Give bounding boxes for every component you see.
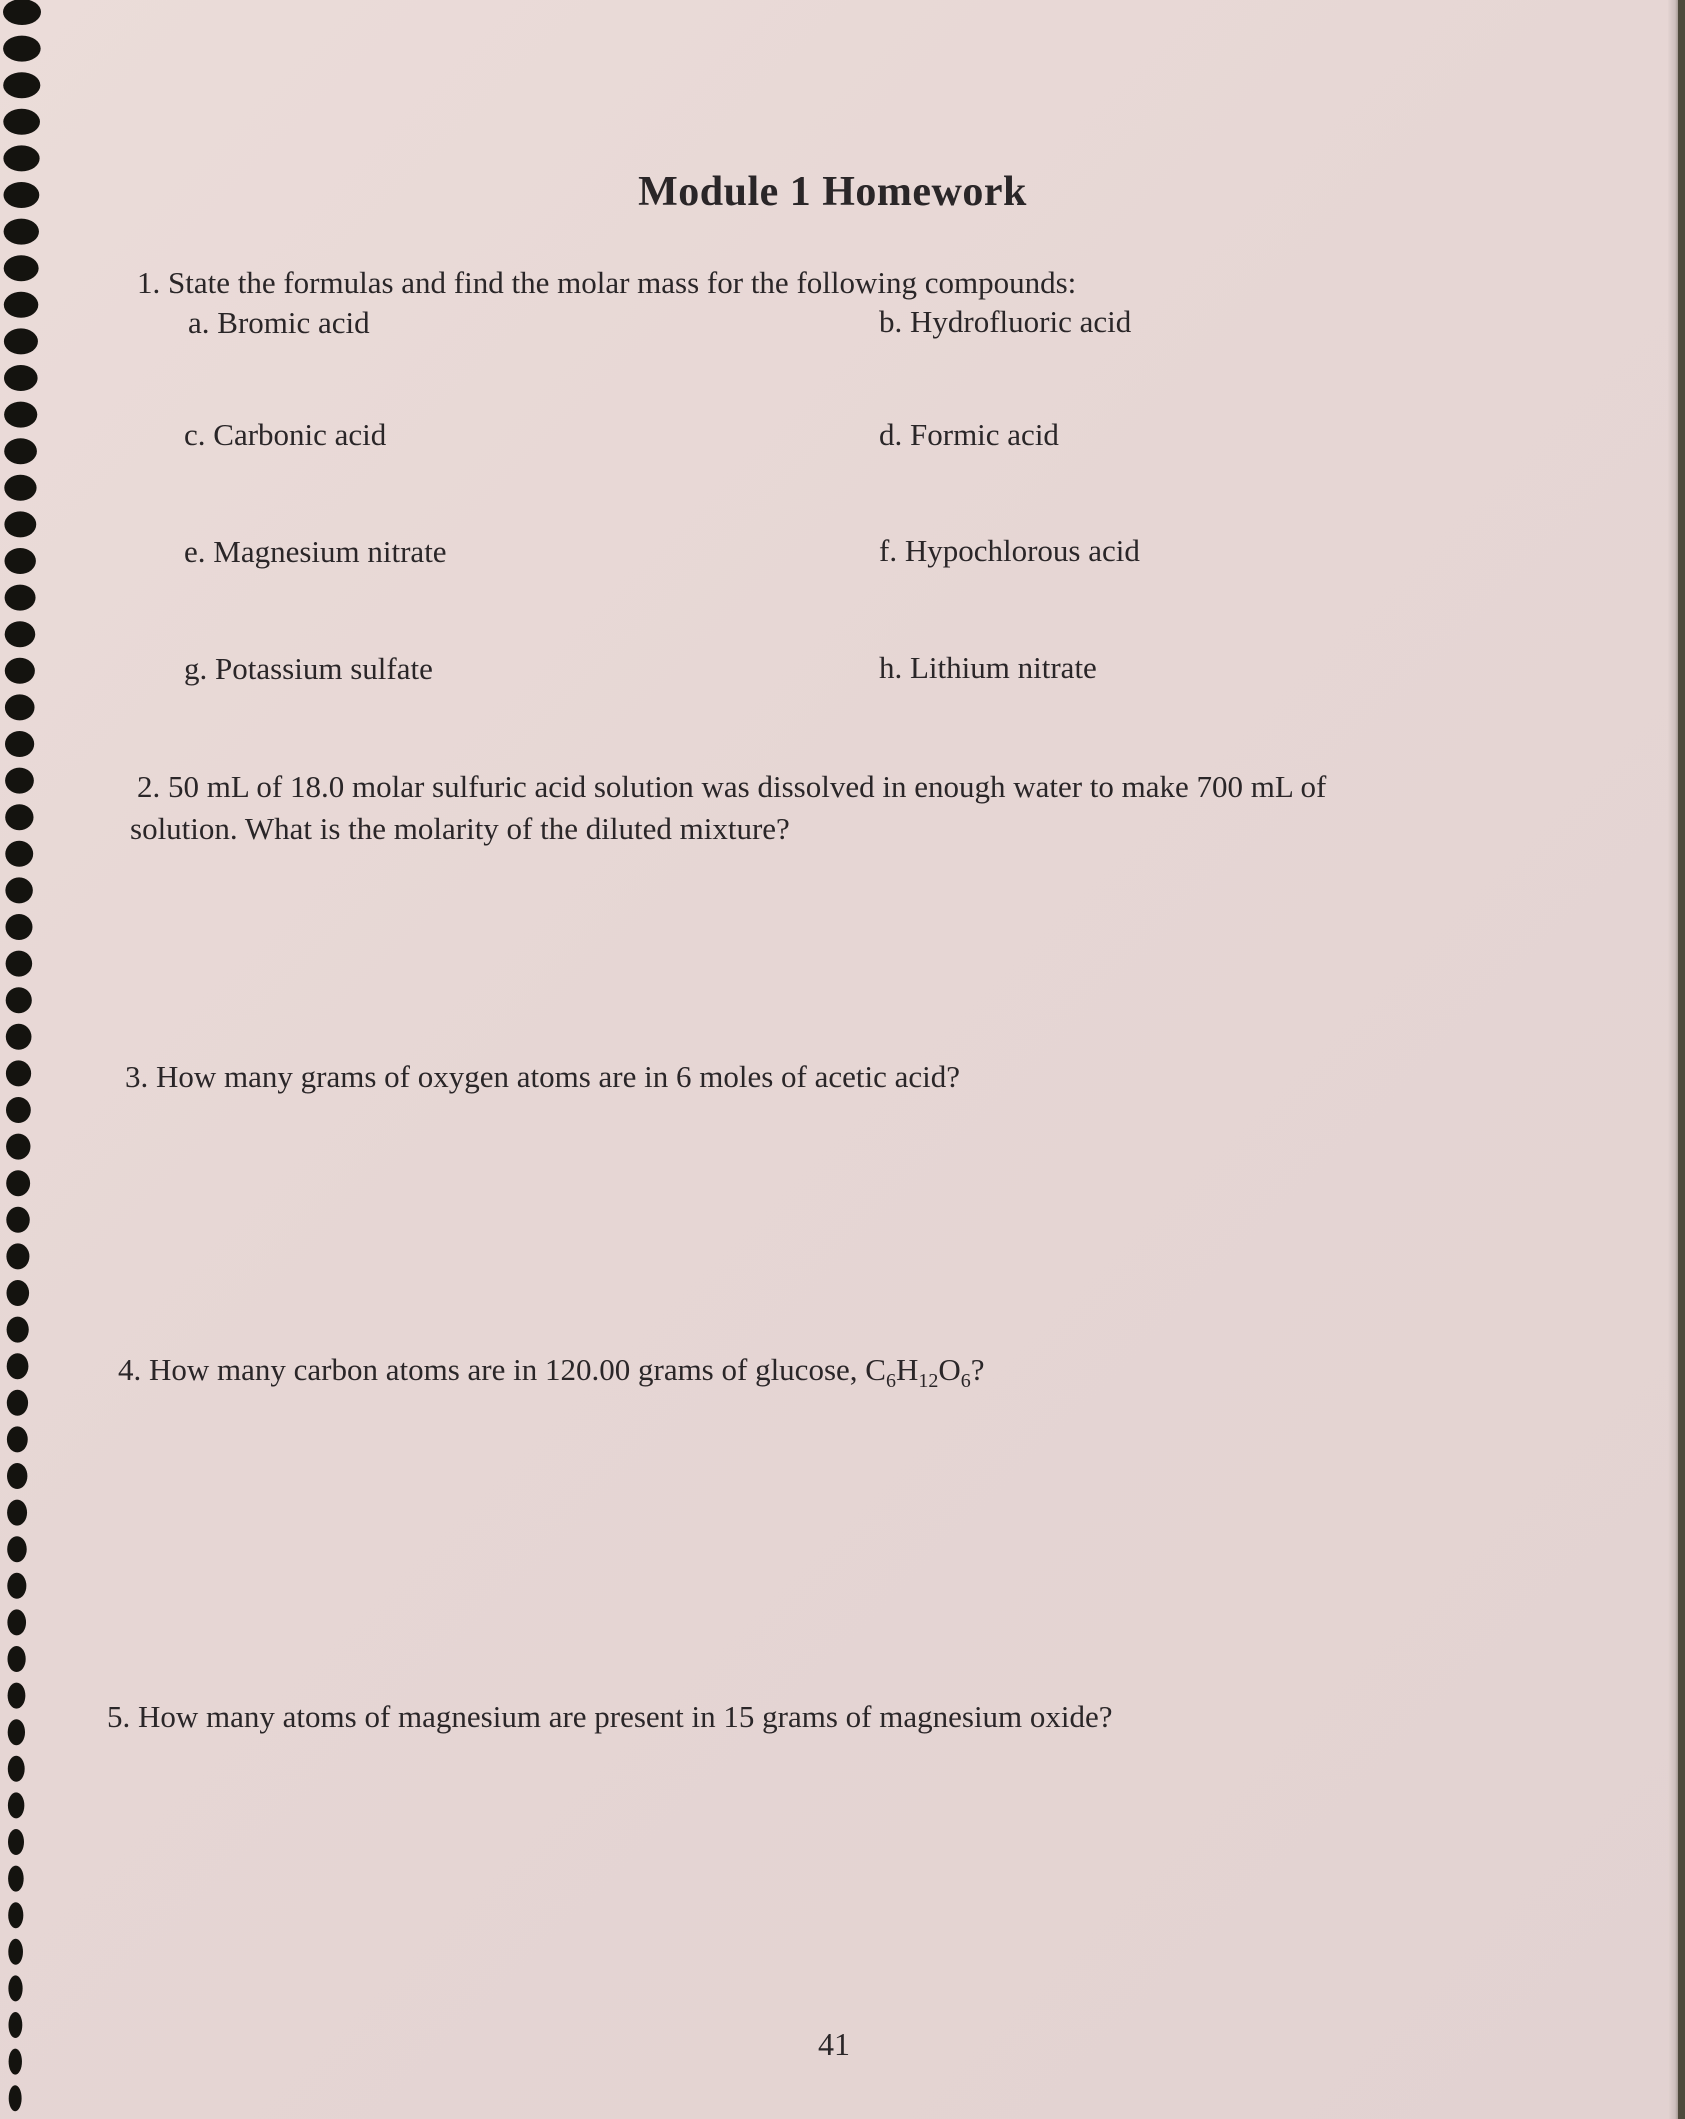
binding-hole xyxy=(8,1866,24,1892)
binding-hole xyxy=(4,438,37,464)
binding-hole xyxy=(8,1756,25,1782)
binding-hole xyxy=(6,1243,29,1269)
binding-hole xyxy=(8,1829,24,1855)
binding-hole xyxy=(4,219,39,245)
hydrogen-symbol: H xyxy=(895,1352,919,1387)
binding-hole xyxy=(5,841,33,867)
hydrogen-count: 12 xyxy=(918,1370,939,1393)
binding-hole xyxy=(7,1426,28,1452)
part-letter: d. xyxy=(879,417,903,452)
binding-hole xyxy=(4,328,38,354)
binding-hole xyxy=(3,109,40,135)
binding-hole xyxy=(4,402,37,428)
part-a xyxy=(188,302,370,344)
part-letter: e. xyxy=(184,534,206,569)
binding-hole xyxy=(5,548,36,574)
binding-hole xyxy=(8,1719,25,1745)
binding-hole xyxy=(5,694,35,720)
binding-hole xyxy=(9,2085,22,2111)
binding-hole xyxy=(6,1170,30,1196)
binding-hole xyxy=(6,914,33,940)
binding-hole xyxy=(5,877,32,903)
binding-hole xyxy=(4,292,38,318)
part-text: Bromic acid xyxy=(217,305,370,340)
question-text-line1: 50 mL of 18.0 molar sulfuric acid solution was dissolved in enough water to make 700 mL of xyxy=(168,769,1327,804)
part-text: Carbonic acid xyxy=(213,417,387,452)
desk-background xyxy=(1678,0,1685,2119)
binding-hole xyxy=(5,621,36,647)
binding-hole xyxy=(4,255,39,281)
part-h xyxy=(879,647,1097,689)
part-text: Formic acid xyxy=(910,417,1059,452)
part-b xyxy=(879,301,1131,343)
binding-hole xyxy=(8,1646,26,1672)
part-letter: g. xyxy=(184,651,208,686)
binding-hole xyxy=(4,511,36,537)
question-2 xyxy=(137,766,1326,808)
part-text: Magnesium nitrate xyxy=(213,534,447,569)
binding-hole xyxy=(3,72,40,98)
binding-hole xyxy=(7,1463,27,1489)
question-1 xyxy=(137,262,1076,304)
binding-hole xyxy=(5,804,33,830)
question-text: State the formulas and find the molar mass for the following compounds: xyxy=(168,265,1077,300)
binding-hole xyxy=(8,1975,22,2001)
carbon-symbol: C xyxy=(865,1352,886,1387)
binding-hole xyxy=(7,1317,29,1343)
binding-hole xyxy=(6,1024,32,1050)
binding-hole xyxy=(8,1939,23,1965)
part-text: Lithium nitrate xyxy=(910,650,1097,685)
question-mark: ? xyxy=(970,1352,985,1387)
binding-hole xyxy=(7,1390,28,1416)
oxygen-count: 6 xyxy=(960,1370,971,1393)
binding-hole xyxy=(6,1060,31,1086)
binding-hole xyxy=(7,1573,26,1599)
binding-hole xyxy=(8,1792,24,1818)
part-d xyxy=(879,414,1059,456)
binding-hole xyxy=(4,365,38,391)
binding-hole xyxy=(9,2049,22,2075)
binding-hole xyxy=(5,768,34,794)
binding-hole xyxy=(6,1097,31,1123)
binding-hole xyxy=(5,585,36,611)
binding-hole xyxy=(6,1207,29,1233)
question-text: How many atoms of magnesium are present in 15 grams of magnesium oxide? xyxy=(138,1699,1113,1734)
binding-hole xyxy=(9,2012,23,2038)
part-text: Potassium sulfate xyxy=(215,651,433,686)
part-letter: b. xyxy=(879,304,903,339)
part-g xyxy=(184,648,433,690)
binding-hole xyxy=(6,987,32,1013)
spiral-binding xyxy=(0,0,60,2119)
binding-hole xyxy=(7,1609,26,1635)
part-text: Hydrofluoric acid xyxy=(910,304,1132,339)
binding-hole xyxy=(8,1683,26,1709)
part-e xyxy=(184,531,447,573)
binding-hole xyxy=(4,475,36,501)
part-f xyxy=(879,530,1140,572)
part-c xyxy=(184,414,386,456)
binding-hole xyxy=(5,658,35,684)
binding-hole xyxy=(3,0,41,25)
question-number: 3. xyxy=(125,1059,149,1094)
glucose-formula xyxy=(865,1352,971,1393)
binding-hole xyxy=(6,1134,30,1160)
question-text-line2: solution. What is the molarity of the diluted mixture? xyxy=(130,811,790,846)
binding-hole xyxy=(5,731,34,757)
part-letter: f. xyxy=(879,533,898,568)
question-text: How many grams of oxygen atoms are in 6 moles of acetic acid? xyxy=(156,1059,961,1094)
binding-hole xyxy=(6,1280,29,1306)
question-number: 1. xyxy=(137,265,161,300)
carbon-count: 6 xyxy=(885,1370,896,1393)
page-title: Module 1 Homework xyxy=(638,169,1027,215)
question-3 xyxy=(125,1056,960,1098)
binding-hole xyxy=(7,1500,27,1526)
question-2-continued xyxy=(130,808,790,850)
binding-hole xyxy=(3,36,41,62)
binding-hole xyxy=(7,1536,27,1562)
question-number: 4. xyxy=(118,1352,142,1387)
binding-hole xyxy=(6,951,33,977)
page-number: 41 xyxy=(818,2026,850,2062)
question-text: How many carbon atoms are in 120.00 grams of glucose, xyxy=(149,1352,866,1387)
part-text: Hypochlorous acid xyxy=(904,533,1140,568)
question-5 xyxy=(107,1696,1113,1738)
question-number: 2. xyxy=(137,769,161,804)
binding-hole xyxy=(7,1353,29,1379)
question-4 xyxy=(118,1349,985,1402)
binding-hole xyxy=(8,1902,23,1928)
question-number: 5. xyxy=(107,1699,131,1734)
oxygen-symbol: O xyxy=(938,1352,961,1387)
part-letter: c. xyxy=(184,417,206,452)
part-letter: h. xyxy=(879,650,903,685)
part-letter: a. xyxy=(188,305,210,340)
